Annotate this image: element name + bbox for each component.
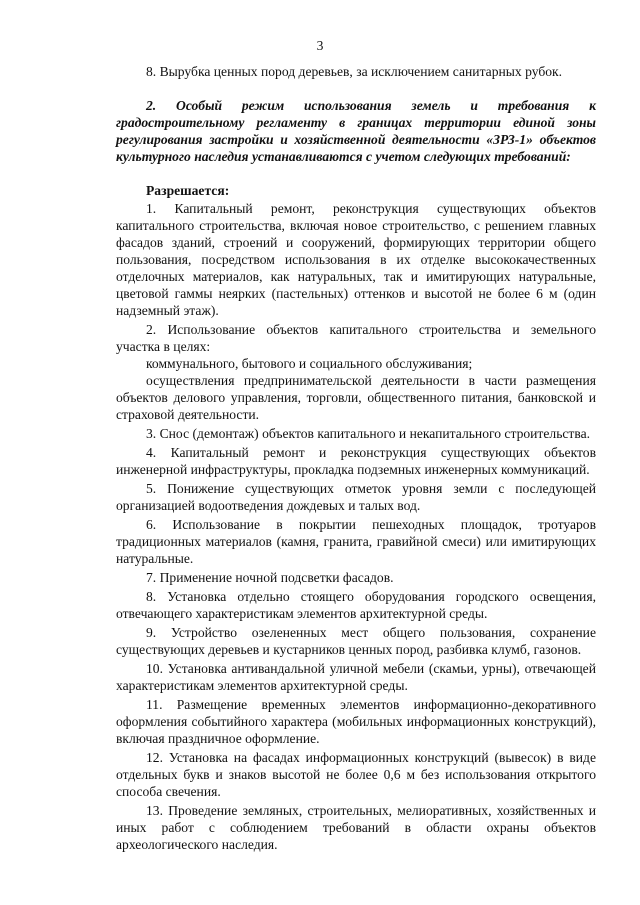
list-item: коммунального, бытового и социального обслуживания; bbox=[146, 356, 473, 371]
list-item: 1. Капитальный ремонт, реконструкция существующих объектов капитального строительства, включая новое строительство, с решением главных фасадов зданий, строений и сооружений, формирующих территории общего пользования, посредством использования в их отделке высококачественных отделочных материалов, как натуральных, так и имитирующих натуральные, цветовой гаммы неярких (пастельных) оттенков и высотой не более 6 м (один надземный этаж). bbox=[116, 201, 596, 318]
list-item: 9. Устройство озелененных мест общего пользования, сохранение существующих деревьев и кустарников ценных пород, разбивка клумб, газонов. bbox=[116, 625, 596, 657]
list-item: 11. Размещение временных элементов информационно-декоративного оформления событийного характера (мобильных информационных конструкций), включая праздничное оформление. bbox=[116, 697, 596, 746]
list-item: 3. Снос (демонтаж) объектов капитального и некапитального строительства. bbox=[146, 426, 591, 441]
list-item: осуществления предпринимательской деятельности в части размещения объектов делового управления, торговли, общественного питания, банковской и страховой деятельности. bbox=[116, 373, 596, 422]
list-item: 7. Применение ночной подсветки фасадов. bbox=[146, 570, 394, 585]
document-body bbox=[116, 63, 596, 855]
list-item: 13. Проведение земляных, строительных, мелиоративных, хозяйственных и иных работ с соблюдением требований в области охраны объектов археологического наследия. bbox=[116, 803, 596, 852]
list-item: 8. Установка отдельно стоящего оборудования городского освещения, отвечающего характеристикам элементов архитектурной среды. bbox=[116, 589, 596, 621]
list-item: 6. Использование в покрытии пешеходных площадок, тротуаров традиционных материалов (камня, гранита, гравийной смеси) или имитирующих натуральные. bbox=[116, 517, 596, 566]
list-item: 12. Установка на фасадах информационных конструкций (вывесок) в виде отдельных букв и знаков высотой не более 0,6 м без использования открытого способа свечения. bbox=[116, 750, 596, 799]
section-heading: 2. Особый режим использования земель и требования к градостроительному регламенту в границах территории единой зоны регулирования застройки и хозяйственной деятельности «ЗРЗ-1» объектов культурного наследия устанавливаются с учетом следующих требований: bbox=[116, 98, 596, 164]
list-item: 5. Понижение существующих отметок уровня земли с последующей организацией водоотведения дождевых и талых вод. bbox=[116, 481, 596, 513]
list-item-prev-8: 8. Вырубка ценных пород деревьев, за исключением санитарных рубок. bbox=[146, 64, 563, 79]
list-item: 10. Установка антивандальной уличной мебели (скамьи, урны), отвечающей характеристикам элементов архитектурной среды. bbox=[116, 661, 596, 693]
allowed-title: Разрешается: bbox=[146, 183, 230, 198]
list-item: 2. Использование объектов капитального строительства и земельного участка в целях: bbox=[116, 322, 596, 354]
list-item: 4. Капитальный ремонт и реконструкция существующих объектов инженерной инфраструктуры, прокладка подземных инженерных коммуникаций. bbox=[116, 445, 596, 477]
page-number: 3 bbox=[316, 38, 324, 53]
